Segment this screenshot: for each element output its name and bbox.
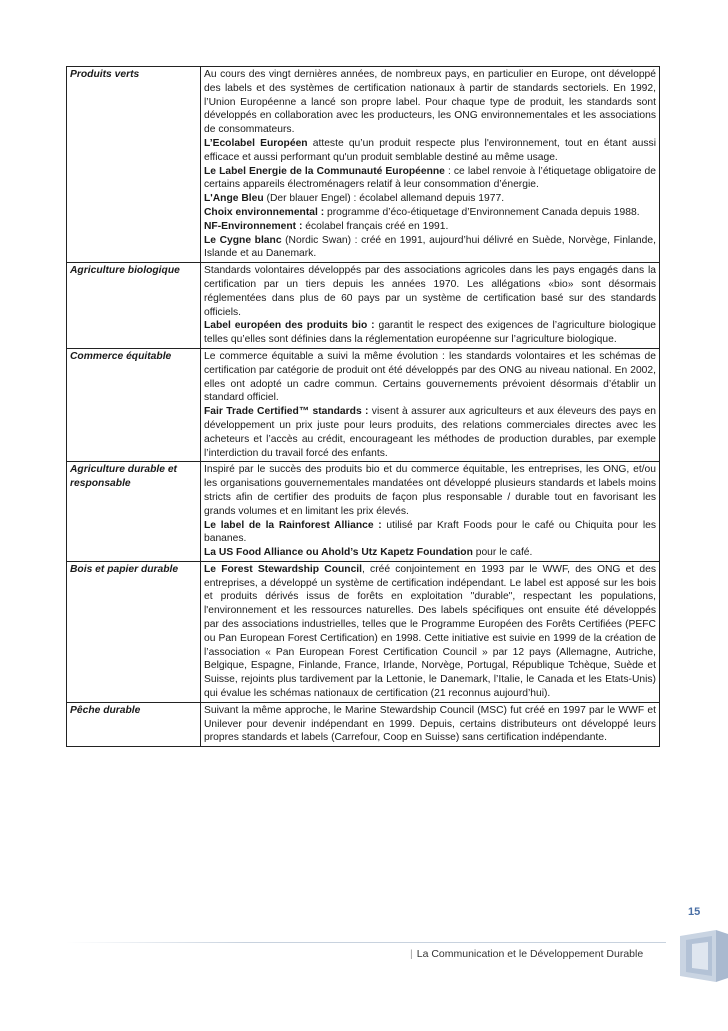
footer-rule <box>66 942 666 943</box>
label-name: NF-Environnement : <box>204 220 303 232</box>
paragraph-text: écolabel français créé en 1991. <box>302 220 449 232</box>
label-name: Le Label Energie de la Communauté Européenne <box>204 165 445 177</box>
page-number: 15 <box>688 906 701 918</box>
footer-title: La Communication et le Développement Durable <box>416 948 644 960</box>
footer-separator: | <box>410 948 413 960</box>
paragraph-text: (Der blauer Engel) : écolabel allemand depuis 1977. <box>263 193 505 205</box>
label-name: Le Cygne blanc <box>204 234 282 246</box>
paragraph-text: Standards volontaires développés par des associations agricoles dans les pays engagés dans la certification par un tiers depuis les années 1970. Les allégations «bio» sont désormais réglementées dans plus de 60 pays par un système de certification basé sur des standards officiels. <box>204 265 656 318</box>
description-paragraph <box>204 68 656 137</box>
table-row <box>67 702 660 746</box>
paragraph-text: atteste qu’un produit respecte plus l'environnement, tout en étant aussi efficace et aussi performant qu'un produit semblable destiné au même usage. <box>204 137 656 163</box>
paragraph-text: Suivant la même approche, le Marine Stewardship Council (MSC) fut créé en 1997 par le WWF et Unilever pour devenir indépendant en 1999. Depuis, certains distributeurs ont développé leurs propres standards et labels (Carrefour, Coop en Suisse) sans certification indépendante. <box>204 704 656 744</box>
label-name: La US Food Alliance ou Ahold’s Utz Kapetz Foundation <box>204 547 473 559</box>
table-row <box>67 561 660 702</box>
table-row <box>67 348 660 461</box>
paragraph-text: Inspiré par le succès des produits bio et du commerce équitable, les entreprises, les ONG, et/ou les organisations gouvernementales mandatées ont développé plusieurs standards et labels moins stricts afin de certifier des produits de façon plus responsable / durable tout en favorisant les grands volumes et en limitant les prix élevés. <box>204 464 656 517</box>
corner-decoration-icon <box>672 926 728 986</box>
paragraph-text: garantit le respect des exigences de l’agriculture biologique telles qu’elles sont définies dans la réglementation européenne sur l’agriculture biologique. <box>204 320 656 346</box>
description-paragraph <box>204 350 656 405</box>
certification-labels-table <box>66 66 660 747</box>
description-paragraph <box>204 463 656 518</box>
description-paragraph <box>204 137 656 165</box>
row-category: Agriculture biologique <box>67 263 201 349</box>
paragraph-text: (Nordic Swan) : créé en 1991, aujourd’hui délivré en Suède, Norvège, Finlande, Islande et au Danemark. <box>204 234 656 260</box>
paragraph-text: utilisé par Kraft Foods pour le café ou Chiquita pour les bananes. <box>204 519 656 545</box>
description-paragraph <box>204 264 656 319</box>
row-category: Produits verts <box>67 67 201 263</box>
table-row <box>67 67 660 263</box>
label-name: Choix environnemental : <box>204 206 325 218</box>
row-category: Bois et papier durable <box>67 561 201 702</box>
paragraph-text: programme d’éco-étiquetage d’Environnement Canada depuis 1988. <box>324 206 640 218</box>
label-name: Le label de la Rainforest Alliance : <box>204 519 382 531</box>
label-name: Fair Trade Certified™ standards : <box>204 406 369 418</box>
label-name: L'Ange Bleu <box>204 193 264 205</box>
description-paragraph <box>204 704 656 745</box>
row-description <box>201 67 660 263</box>
label-name: Label européen des produits bio : <box>204 320 375 332</box>
description-paragraph <box>204 234 656 262</box>
footer <box>410 948 643 960</box>
paragraph-text: pour le café. <box>472 547 533 559</box>
table-row <box>67 263 660 349</box>
row-description <box>201 702 660 746</box>
row-category: Commerce équitable <box>67 348 201 461</box>
row-description <box>201 462 660 562</box>
paragraph-text: Le commerce équitable a suivi la même évolution : les standards volontaires et les schémas de certification par catégorie de produit ont été développés par des ONG au niveau national. En 2002, elles ont adopté un cadre commun. Certains gouvernements prévoient désormais d’établir un standard officiel. <box>204 350 656 404</box>
description-paragraph <box>204 519 656 547</box>
description-paragraph <box>204 546 656 560</box>
description-paragraph <box>204 165 656 193</box>
description-paragraph <box>204 206 656 220</box>
description-paragraph <box>204 405 656 460</box>
table-row <box>67 462 660 562</box>
paragraph-text: Au cours des vingt dernières années, de nombreux pays, en particulier en Europe, ont développé des labels et des systèmes de certification nationaux à partir de standards sectoriels. En 1992, l’Union Européenne a lancé son propre label. Pour chaque type de produit, les standards sont développés en collaboration avec les producteurs, les ONG environnementales et les associations de consommateurs. <box>204 69 656 136</box>
row-description <box>201 348 660 461</box>
row-description <box>201 263 660 349</box>
row-category: Agriculture durable et responsable <box>67 462 201 562</box>
paragraph-text: , créé conjointement en 1993 par le WWF, des ONG et des entreprises, a développé un système de certification indépendant. Le label est apposé sur les bois et produits dérivés issus de forêts en exploitation "durable", respectant les populations, l'environnement et les ressources naturelles. Des labels spécifiques ont ensuite été développés par des associations industrielles, telles que le Programme Européen des Forêts Certifiées (PEFC ou Pan European Forest Certification) en 1998. Cette initiative est suivie en 1999 de la création de l’association « Pan European Forest Certification Council » par 12 pays (Allemagne, Autriche, Belgique, Espagne, Finlande, France, Irlande, Norvège, Portugal, République Tchèque, Suède et Suisse, rejoints plus tardivement par la Lettonie, le Danemark, l’Italie, le Canada et les Etats-Unis) qui évalue les schémas nationaux de certification (21 reconnus aujourd’hui). <box>204 563 656 700</box>
paragraph-text: visent à assurer aux agriculteurs et aux éleveurs des pays en développement un prix juste pour leurs produits, des relations commerciales directes avec les acheteurs et l’accès au crédit, encourageant les méthodes de production durables, par exemple l’interdiction du travail forcé des enfants. <box>204 406 656 459</box>
description-paragraph <box>204 192 656 206</box>
row-description <box>201 561 660 702</box>
description-paragraph <box>204 563 656 701</box>
description-paragraph <box>204 220 656 234</box>
paragraph-text: : ce label renvoie à l’étiquetage obligatoire de certains appareils électroménagers relatif à leur consommation d’énergie. <box>204 165 656 191</box>
label-name: Le Forest Stewardship Council <box>204 563 363 575</box>
row-category: Pêche durable <box>67 702 201 746</box>
description-paragraph <box>204 319 656 347</box>
label-name: L’Ecolabel Européen <box>204 137 308 149</box>
